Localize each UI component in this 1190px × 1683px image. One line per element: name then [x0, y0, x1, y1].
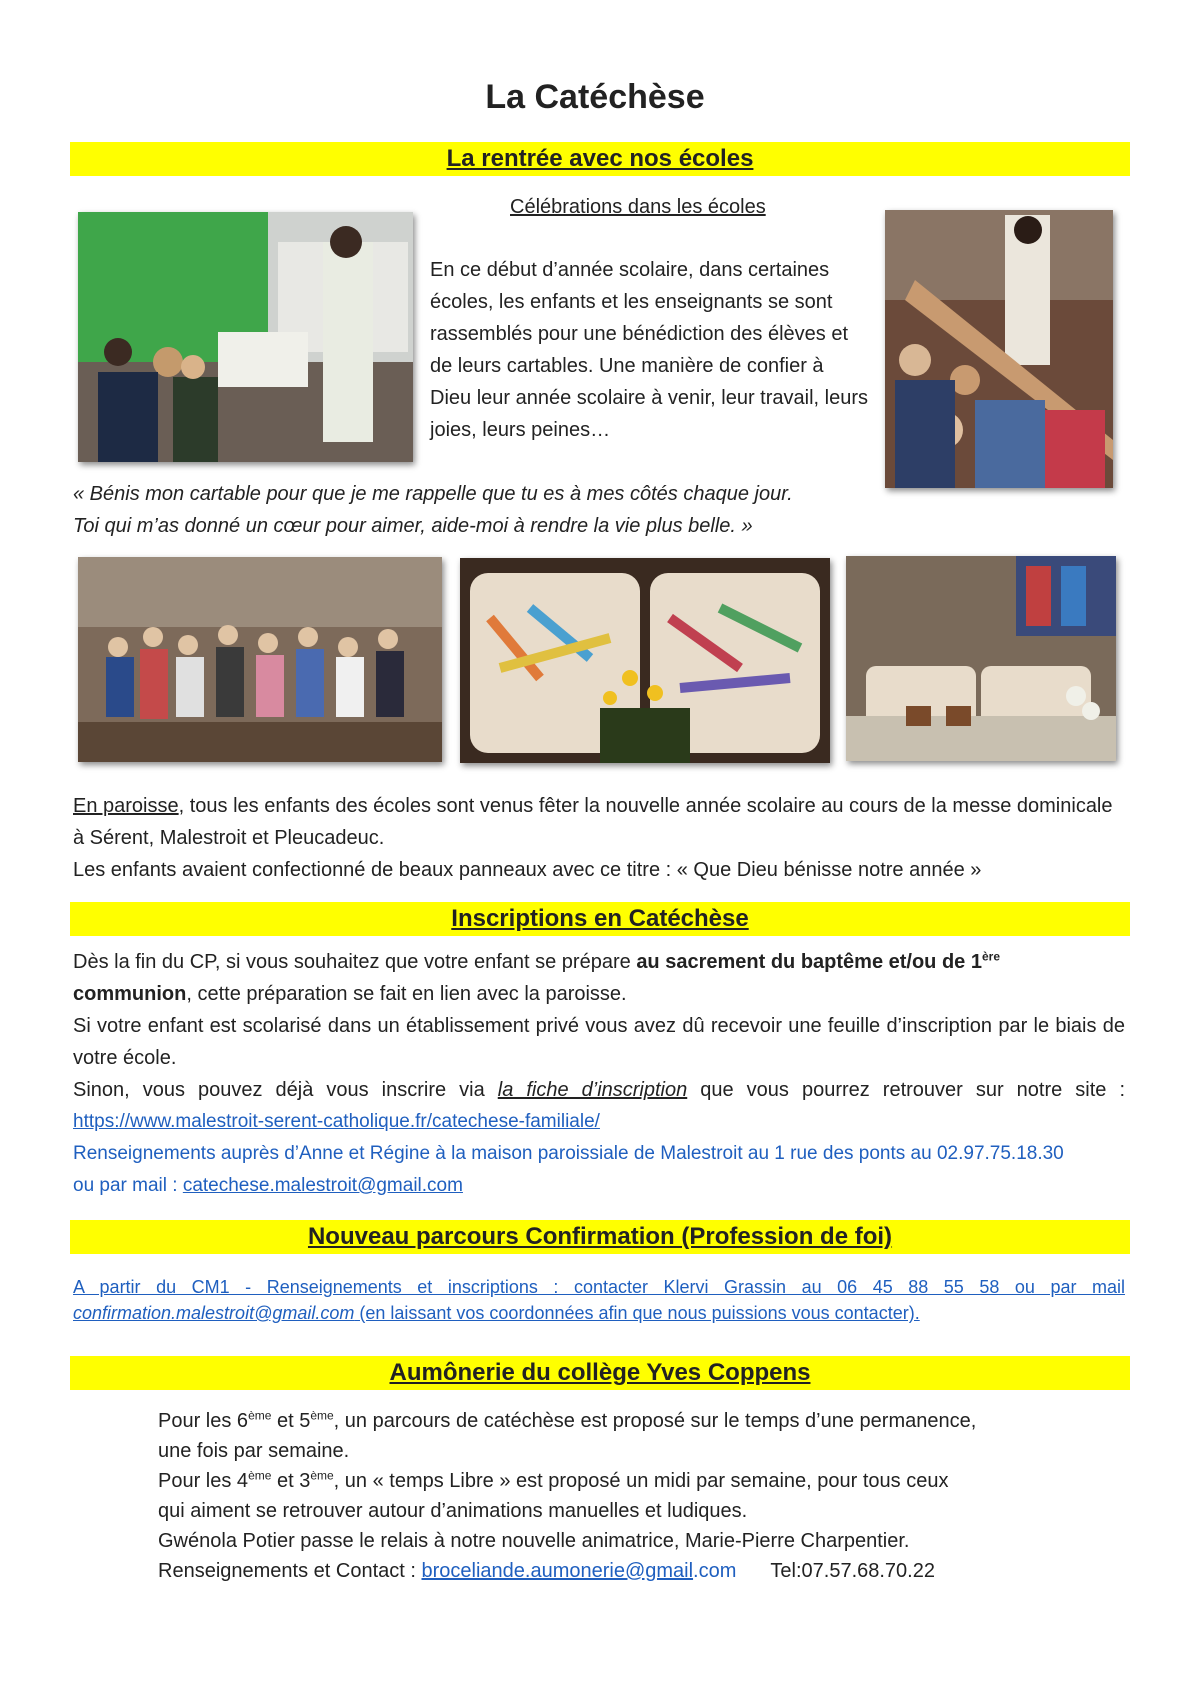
aumonerie-mail-link[interactable]: broceliande.aumonerie@gmail — [421, 1560, 694, 1582]
confirmation-mail[interactable]: confirmation.malestroit@gmail.com — [73, 1303, 355, 1323]
section-header-aumonerie: Aumônerie du collège Yves Coppens — [70, 1356, 1130, 1390]
confirmation-line-2-end: (en laissant vos coordonnées afin que nous puissions vous contacter). — [354, 1303, 920, 1323]
photo-children-group-church — [78, 557, 442, 762]
parish-label: En paroisse — [73, 795, 179, 817]
panels-line: Les enfants avaient confectionné de beaux panneaux avec ce titre : « Que Dieu bénisse notre année » — [73, 859, 982, 881]
photo-decorated-panels — [460, 558, 830, 763]
confirmation-line-1[interactable]: A partir du CM1 - Renseignements et inscriptions : contacter Klervi Grassin au 06 45 88 55 58 ou par mail — [73, 1277, 1125, 1297]
page-title: La Catéchèse — [485, 78, 705, 116]
catechese-mail-link[interactable]: catechese.malestroit@gmail.com — [182, 1175, 463, 1196]
subtitle-celebrations: Célébrations dans les écoles — [510, 196, 766, 218]
p1-bold2: communion — [73, 983, 187, 1005]
aumonerie-contact-line: Renseignements et Contact : broceliande.aumonerie@gmail.com Tel:07.57.68.70.22 — [158, 1560, 935, 1582]
section-header-rentree: La rentrée avec nos écoles — [70, 142, 1130, 176]
inscription-paragraph-3 — [73, 1074, 1125, 1106]
inscription-paragraph-1 — [73, 946, 1125, 1010]
p1-sup: ère — [981, 949, 1000, 964]
photo-blessing-classroom — [78, 212, 413, 462]
aumonerie-line-3: Pour les 4ème et 3ème, un « temps Libre » est proposé un midi par semaine, pour tous ceux — [158, 1468, 949, 1492]
parish-text: , tous les enfants des écoles sont venus fêter la nouvelle année scolaire au cours de la messe dominicale à Sérent, Malestroit et Pleucadeuc. — [73, 795, 1113, 849]
parish-paragraph — [73, 790, 1123, 854]
section-header-confirmation: Nouveau parcours Confirmation (Profession de foi) — [70, 1220, 1130, 1254]
aumonerie-line-2: une fois par semaine. — [158, 1440, 350, 1462]
inscription-paragraph-2: Si votre enfant est scolarisé dans un établissement privé vous avez dû recevoir une feuille d’inscription par le biais de votre école. — [73, 1015, 1125, 1069]
prayer-line-2: Toi qui m’as donné un cœur pour aimer, aide-moi à rendre la vie plus belle. » — [73, 515, 753, 537]
p1-start: Dès la fin du CP, si vous souhaitez que votre enfant se prépare — [73, 951, 637, 973]
p1-end: , cette préparation se fait en lien avec la paroisse. — [186, 983, 627, 1005]
aumonerie-text — [158, 1406, 1118, 1586]
contact-mail-line — [73, 1170, 463, 1202]
aumonerie-tel: Tel:07.57.68.70.22 — [770, 1560, 935, 1582]
photo-children-church-kneeling — [885, 210, 1113, 488]
prayer-line-1: « Bénis mon cartable pour que je me rappelle que tu es à mes côtés chaque jour. — [73, 483, 793, 505]
contact-info: Renseignements auprès d’Anne et Régine à la maison paroissiale de Malestroit au 1 rue des ponts au 02.97.75.18.30 — [73, 1143, 1064, 1164]
photo-panels-church-altar — [846, 556, 1116, 761]
section-header-inscriptions: Inscriptions en Catéchèse — [70, 902, 1130, 936]
aumonerie-line-4: qui aiment se retrouver autour d’animations manuelles et ludiques. — [158, 1500, 748, 1522]
intro-paragraph: En ce début d’année scolaire, dans certaines écoles, les enfants et les enseignants se sont rassemblés pour une bénédiction des élèves et de leurs cartables. Une manière de confier à Dieu leur année scolaire à venir, leur travail, leurs joies, leurs peines… — [430, 259, 868, 441]
p1-bold: au sacrement du baptême et/ou de 1 — [636, 951, 982, 973]
mail-prefix: ou par mail : — [73, 1175, 183, 1196]
aumonerie-line-5: Gwénola Potier passe le relais à notre nouvelle animatrice, Marie-Pierre Charpentier. — [158, 1530, 910, 1552]
p3-end: que vous pourrez retrouver sur notre site : — [687, 1079, 1125, 1101]
catechese-url-link[interactable]: https://www.malestroit-serent-catholique.fr/catechese-familiale/ — [73, 1111, 600, 1132]
confirmation-line-2[interactable] — [73, 1300, 920, 1326]
aumonerie-line-1: Pour les 6ème et 5ème, un parcours de catéchèse est proposé sur le temps d’une permanence, — [158, 1408, 977, 1432]
inscription-form-link[interactable]: la fiche d’inscription — [497, 1079, 688, 1101]
p3-start: Sinon, vous pouvez déjà vous inscrire via — [73, 1079, 498, 1101]
